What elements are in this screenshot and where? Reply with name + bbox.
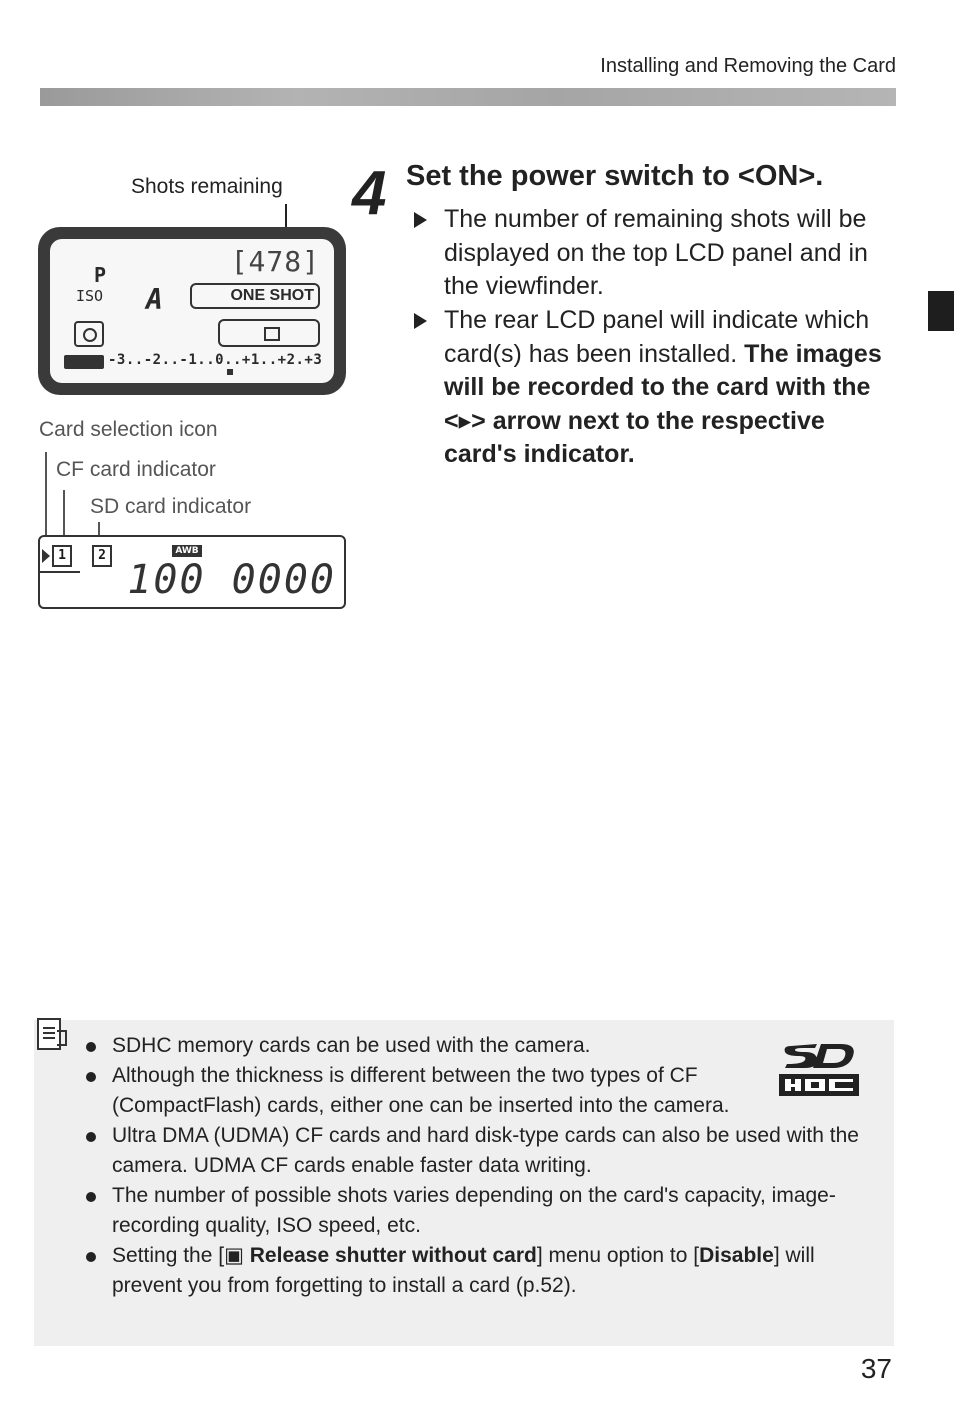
memo-icon	[37, 1018, 61, 1050]
exposure-pointer-icon	[227, 369, 233, 375]
single-shot-icon	[264, 327, 280, 341]
drive-mode-box	[218, 319, 320, 347]
shots-remaining-label: Shots remaining	[131, 175, 283, 198]
step-number: 4	[352, 159, 387, 228]
note-item	[84, 1061, 874, 1121]
note-text: ] will prevent you from forgetting to install a card (p.52).	[112, 1244, 815, 1297]
metering-icon	[74, 321, 104, 347]
note-text: The number of possible shots varies depending on the card's capacity, image-recording quality, ISO speed, etc.	[112, 1184, 836, 1237]
cf-card-indicator-label: CF card indicator	[56, 458, 216, 481]
step-bullet-text: The number of remaining shots will be displayed on the top LCD panel and in the viewfinder.	[444, 205, 868, 300]
header-bar	[40, 88, 896, 106]
menu-option-name: Release shutter without card	[249, 1244, 537, 1267]
step-bullet-plain: The rear LCD panel will indicate which card(s) has been installed.	[444, 306, 870, 368]
sd-card-indicator-label: SD card indicator	[90, 495, 252, 518]
divider	[40, 571, 80, 573]
file-number: 100 0000	[127, 557, 336, 603]
white-balance-indicator: AWB	[172, 545, 202, 557]
running-header: Installing and Removing the Card	[600, 55, 896, 77]
iso-indicator: ISO	[76, 287, 104, 305]
card-selection-icon-label: Card selection icon	[39, 418, 218, 441]
menu-option-value: Disable	[699, 1244, 774, 1267]
af-operation: ONE SHOT	[230, 287, 314, 304]
note-text: Ultra DMA (UDMA) CF cards and hard disk-type cards can also be used with the camera. UDMA CF cards enable faster data writing.	[112, 1124, 859, 1177]
note-item	[84, 1121, 874, 1181]
rear-lcd-panel	[38, 535, 346, 609]
step-bullet	[412, 304, 902, 472]
note-text: SDHC memory cards can be used with the camera.	[112, 1034, 591, 1057]
shots-count: [478]	[230, 245, 320, 278]
step-bullet	[412, 203, 902, 304]
bullet-triangle-icon	[414, 212, 427, 228]
note-text: Setting the [	[112, 1244, 225, 1267]
shooting-menu-icon: ▣	[224, 1244, 244, 1267]
step-bullet-text	[444, 304, 902, 472]
note-item	[84, 1031, 874, 1061]
step-bullet-bold: The images will be recorded to the card with the <▸> arrow next to the respective card's indicator.	[444, 339, 882, 468]
note-item	[84, 1241, 874, 1301]
card-selection-arrow-icon	[42, 549, 50, 563]
sd-card-indicator: 2	[92, 545, 112, 567]
bullet-triangle-icon	[414, 313, 427, 329]
af-operation-box	[190, 283, 320, 309]
cf-card-indicator: 1	[52, 545, 72, 567]
shooting-mode: P	[94, 263, 107, 287]
note-item	[84, 1181, 874, 1241]
battery-icon	[64, 355, 104, 369]
top-lcd-panel	[38, 227, 346, 395]
exposure-scale: -3..-2..-1..0..+1..+2.+3	[108, 352, 323, 368]
thumb-index-tab	[928, 291, 954, 331]
page-number: 37	[860, 1353, 892, 1384]
af-mode-letter: A	[146, 283, 163, 316]
note-text: ] menu option to [	[536, 1244, 700, 1267]
note-list	[84, 1031, 874, 1301]
note-text: Although the thickness is different between the two types of CF (CompactFlash) cards, either one can be inserted into the camera.	[112, 1064, 730, 1117]
step-title: Set the power switch to <ON>.	[406, 160, 824, 192]
